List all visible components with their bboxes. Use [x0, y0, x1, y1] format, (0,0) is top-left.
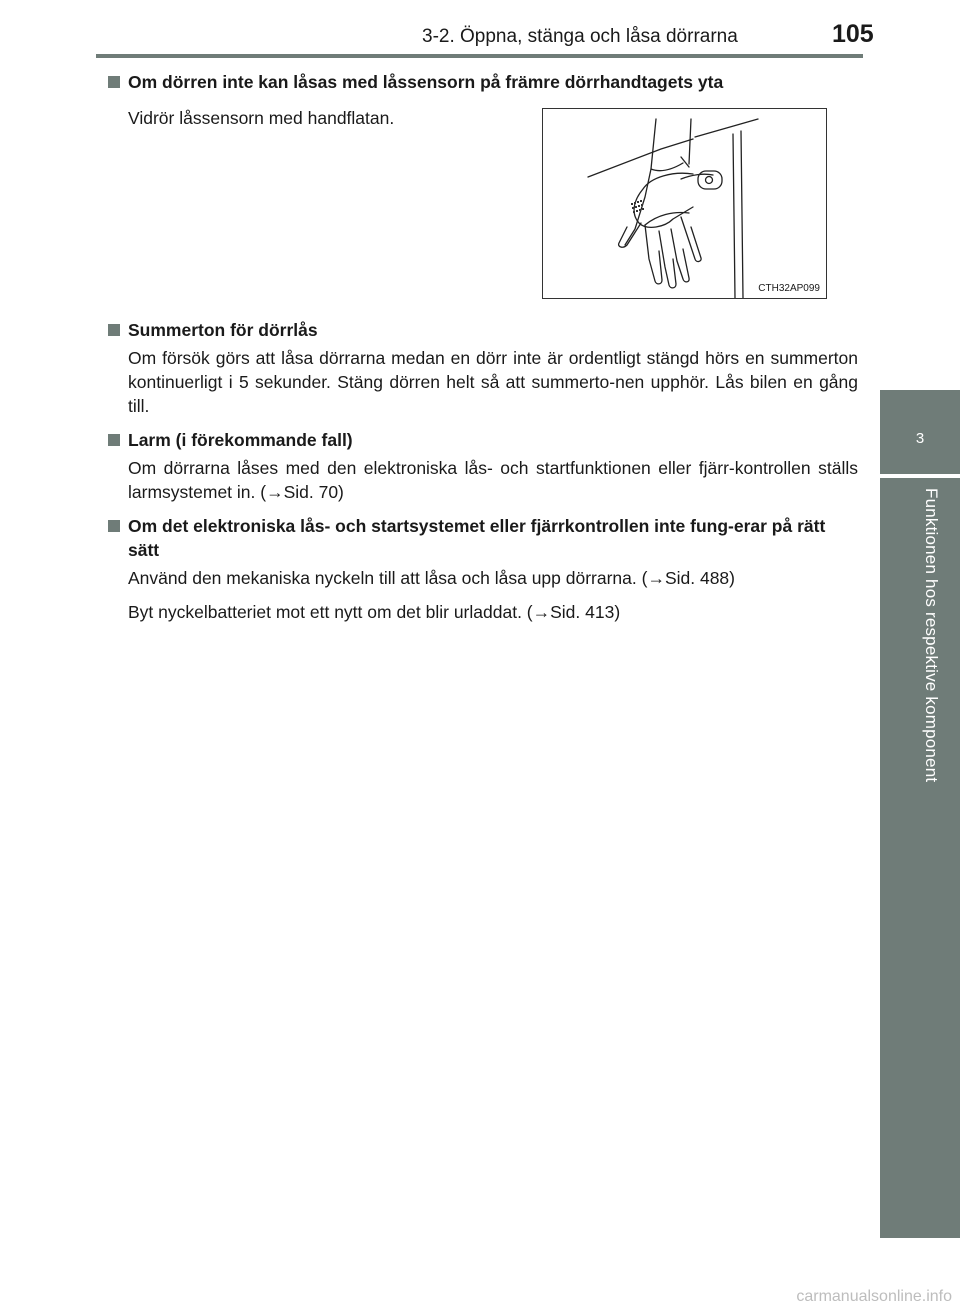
section-heading: [106, 514, 858, 562]
section-paragraph: Byt nyckelbatteriet mot ett nytt om det blir urladdat. (→Sid. 413): [128, 602, 621, 622]
section-smart-key-malfunction: [106, 514, 858, 624]
section-heading: [106, 428, 858, 452]
section-heading-text: Om det elektroniska lås- och startsystemet eller fjärrkontrollen inte fung-erar på rätt sätt: [128, 516, 826, 560]
section-heading: [106, 70, 858, 94]
page-number: 105: [832, 20, 874, 48]
figure-code: CTH32AP099: [758, 283, 820, 294]
section-heading: [106, 318, 858, 342]
hand-touching-handle-icon: [543, 109, 826, 298]
section-heading-text: Larm (i förekommande fall): [128, 430, 353, 450]
chapter-number: 3: [915, 430, 925, 447]
header-divider: [96, 54, 863, 58]
section-paragraph: Om dörrarna låses med den elektroniska lås- och startfunktionen eller fjärr-kontrollen ställs larmsystemet in. (→Sid. 70): [128, 458, 858, 502]
square-bullet-icon: [108, 520, 120, 532]
section-heading-text: Om dörren inte kan låsas med låssensorn på främre dörrhandtagets yta: [128, 72, 724, 92]
square-bullet-icon: [108, 76, 120, 88]
square-bullet-icon: [108, 434, 120, 446]
watermark-link[interactable]: carmanualsonline.info: [796, 1288, 952, 1305]
section-heading-text: Summerton för dörrlås: [128, 320, 318, 340]
section-paragraph: Om försök görs att låsa dörrarna medan en dörr inte är ordentligt stängd hörs en summerton kontinuerligt i 5 sekunder. Stäng dörren helt så att summerto-nen upphör. Lås bilen en gång till.: [128, 348, 858, 416]
section-lock-buzzer: [106, 318, 858, 418]
hand-on-door-handle-illustration: [542, 108, 827, 299]
section-lock-sensor: [106, 70, 858, 294]
chapter-tab: [880, 390, 960, 474]
chapter-title: Funktionen hos respektive komponent: [922, 488, 941, 783]
header-section-title: 3-2. Öppna, stänga och låsa dörrarna: [422, 26, 738, 47]
chapter-side-bar: [880, 478, 960, 1238]
section-paragraph: Vidrör låssensorn med handflatan.: [128, 108, 395, 128]
square-bullet-icon: [108, 324, 120, 336]
section-alarm: [106, 428, 858, 504]
section-paragraph: Använd den mekaniska nyckeln till att låsa och låsa upp dörrarna. (→Sid. 488): [128, 568, 735, 588]
